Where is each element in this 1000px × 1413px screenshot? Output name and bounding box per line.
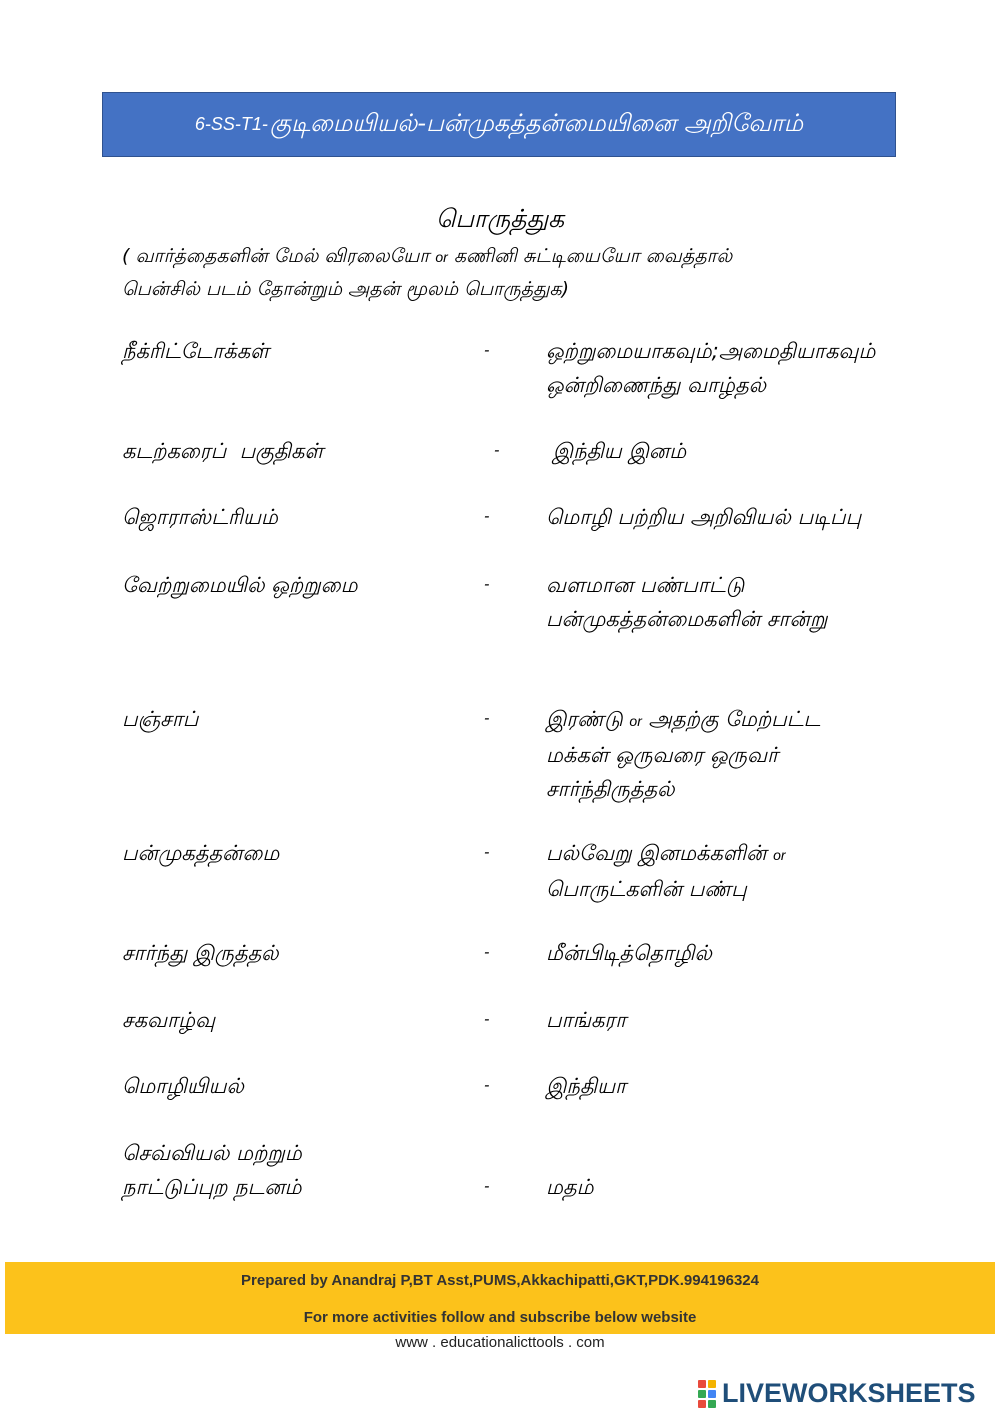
answer-text [546,836,986,872]
answer-text [546,702,986,738]
answer-text: மதம் [546,1175,594,1199]
match-term[interactable] [122,702,462,736]
match-term[interactable] [122,500,462,534]
term-text: சார்ந்து இருத்தல் [122,941,279,965]
answer-text: இந்திய இனம் [546,439,687,463]
footer-banner [5,1262,995,1334]
match-answer[interactable] [546,334,986,402]
title-code: 6-SS-T1- [194,114,268,134]
match-term[interactable] [122,334,462,368]
term-text: மொழியியல் [122,1074,244,1098]
answer-text: ஒன்றிணைந்து வாழ்தல் [546,373,767,397]
answer-text: சார்ந்திருத்தல் [546,777,675,801]
match-term[interactable] [122,568,462,602]
term-text: கடற்கரைப் பகுதிகள் [122,439,324,463]
answer-text-a: இரண்டு [546,707,630,731]
term-text: நீக்ரிட்டோக்கள் [122,339,270,363]
answer-text: மக்கள் ஒருவரை ஒருவர் [546,743,779,767]
dash: - [484,1011,490,1028]
match-answer[interactable] [546,434,986,468]
match-answer[interactable] [546,1069,986,1103]
dash: - [484,1178,490,1195]
footer-more: For more activities follow and subscribe below website [303,1309,697,1326]
match-term[interactable] [122,434,462,468]
match-answer[interactable] [546,568,986,636]
answer-text: ஒற்றுமையாகவும்;அமைதியாகவும் [546,339,876,363]
answer-text: இந்தியா [546,1074,627,1098]
match-term[interactable] [122,1069,462,1103]
dash: - [484,710,490,727]
answer-or: or [629,713,642,729]
dash: - [484,342,490,359]
dash: - [484,844,490,861]
answer-text: பன்முகத்தன்மைகளின் சான்று [546,607,828,631]
answer-text-b: அதற்கு மேற்பட்ட [641,707,821,731]
match-answer[interactable] [546,936,986,970]
term-text: நாட்டுப்புற நடனம் [122,1175,302,1199]
term-text: சகவாழ்வு [122,1008,216,1032]
match-term[interactable] [122,1136,462,1204]
match-term[interactable] [122,1003,462,1037]
answer-text-a: பல்வேறு இனமக்களின் [546,841,774,865]
match-answer[interactable] [546,836,986,906]
instructions-text-a: ( வார்த்தைகளின் மேல் விரலையோ [122,245,436,267]
answer-or: or [773,847,786,863]
match-answer[interactable] [546,1003,986,1037]
match-answer[interactable] [546,500,986,534]
dash: - [484,576,490,593]
dash: - [484,944,490,961]
instructions-line-2: பென்சில் படம் தோன்றும் அதன் மூலம் பொருத்துக) [122,278,570,300]
term-text: வேற்றுமையில் ஒற்றுமை [122,573,358,597]
term-text: செவ்வியல் மற்றும் [122,1141,302,1165]
match-term[interactable] [122,936,462,970]
dash: - [484,508,490,525]
answer-text: மீன்பிடித்தொழில் [546,941,712,965]
answer-text: மொழி பற்றிய அறிவியல் படிப்பு [546,505,862,529]
match-answer[interactable] [546,1170,986,1204]
term-text: பஞ்சாப் [122,707,199,731]
answer-text: பாங்கரா [546,1008,627,1032]
dash: - [484,1077,490,1094]
liveworksheets-icon [698,1378,720,1408]
footer-website[interactable]: www . educationalicttools . com [395,1334,605,1351]
dash: - [494,442,500,459]
answer-text: வளமான பண்பாட்டு [546,573,745,597]
footer-prepared: Prepared by Anandraj P,BT Asst,PUMS,Akkachipatti,GKT,PDK.994196324 [241,1272,759,1289]
instructions-or: or [435,249,448,265]
term-text: பன்முகத்தன்மை [122,841,280,865]
match-term[interactable] [122,836,462,870]
page-heading: பொருத்துக [435,204,565,233]
title-text: குடிமையியல்-பன்முகத்தன்மையினை அறிவோம் [269,109,804,137]
liveworksheets-text: LIVEWORKSHEETS [722,1377,976,1408]
term-text: ஜொராஸ்ட்ரியம் [122,505,278,529]
liveworksheets-logo[interactable] [698,1376,976,1410]
match-answer[interactable] [546,702,986,806]
answer-text: பொருட்களின் பண்பு [546,877,747,901]
instructions-text-b: கணினி சுட்டியையோ வைத்தால் [447,245,733,267]
